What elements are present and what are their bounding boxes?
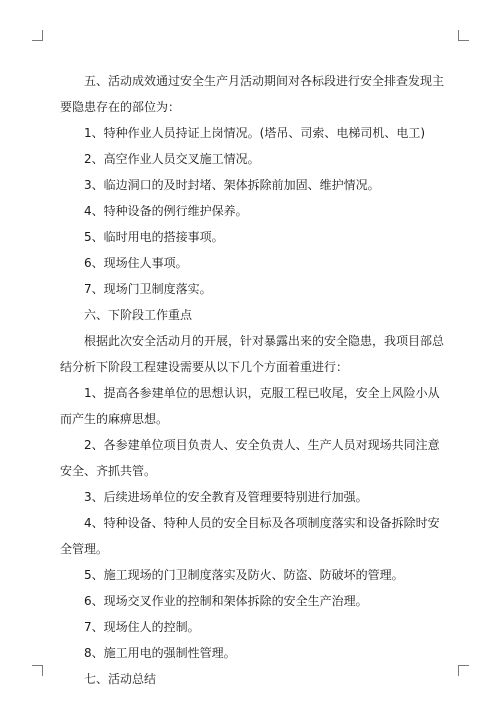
paragraph: 根据此次安全活动月的开展，针对暴露出来的安全隐患，我项目部总结分析下阶段工程建设需要从以下几个方面着重进行： [60, 334, 445, 374]
section-heading-6: 六、下阶段工作重点 [84, 308, 193, 322]
list-item: 4、特种设备、特种人员的安全目标及各项制度落实和设备拆除时安全管理。 [60, 516, 440, 556]
list-item: 5、临时用电的搭接事项。 [84, 230, 224, 244]
list-item: 7、现场门卫制度落实。 [84, 282, 212, 296]
list-item: 4、特种设备的例行维护保养。 [84, 204, 248, 218]
list-item: 3、后续进场单位的安全教育及管理要特别进行加强。 [84, 490, 368, 504]
list-item: 2、高空作业人员交叉施工情况。 [84, 152, 260, 166]
crop-mark-bottom-right [458, 665, 469, 676]
list-item: 3、临边洞口的及时封堵、架体拆除前加固、维护情况。 [84, 178, 380, 192]
section-heading-7: 七、活动总结 [84, 672, 157, 686]
list-item: 2、各参建单位项目负责人、安全负责人、生产人员对现场共同注意安全、齐抓共管。 [60, 438, 440, 478]
document-body [60, 68, 446, 692]
crop-mark-bottom-left [32, 665, 43, 676]
list-item: 6、现场住人事项。 [84, 256, 188, 270]
section-heading-5: 五、活动成效通过安全生产月活动期间对各标段进行安全排查发现主要隐患存在的部位为： [60, 74, 445, 114]
list-item: 8、施工用电的强制性管理。 [84, 646, 236, 660]
list-item: 5、施工现场的门卫制度落实及防火、防盗、防破坏的管理。 [84, 568, 404, 582]
list-item: 6、现场交叉作业的控制和架体拆除的安全生产治理。 [84, 594, 368, 608]
list-item: 1、特种作业人员持证上岗情况。(塔吊、司索、电梯司机、电工) [84, 126, 426, 140]
crop-mark-top-right [458, 30, 469, 41]
list-item: 7、现场住人的控制。 [84, 620, 200, 634]
list-item: 1、提高各参建单位的思想认识，克服工程已收尾，安全上风险小从而产生的麻痹思想。 [60, 386, 440, 426]
crop-mark-top-left [32, 30, 43, 41]
